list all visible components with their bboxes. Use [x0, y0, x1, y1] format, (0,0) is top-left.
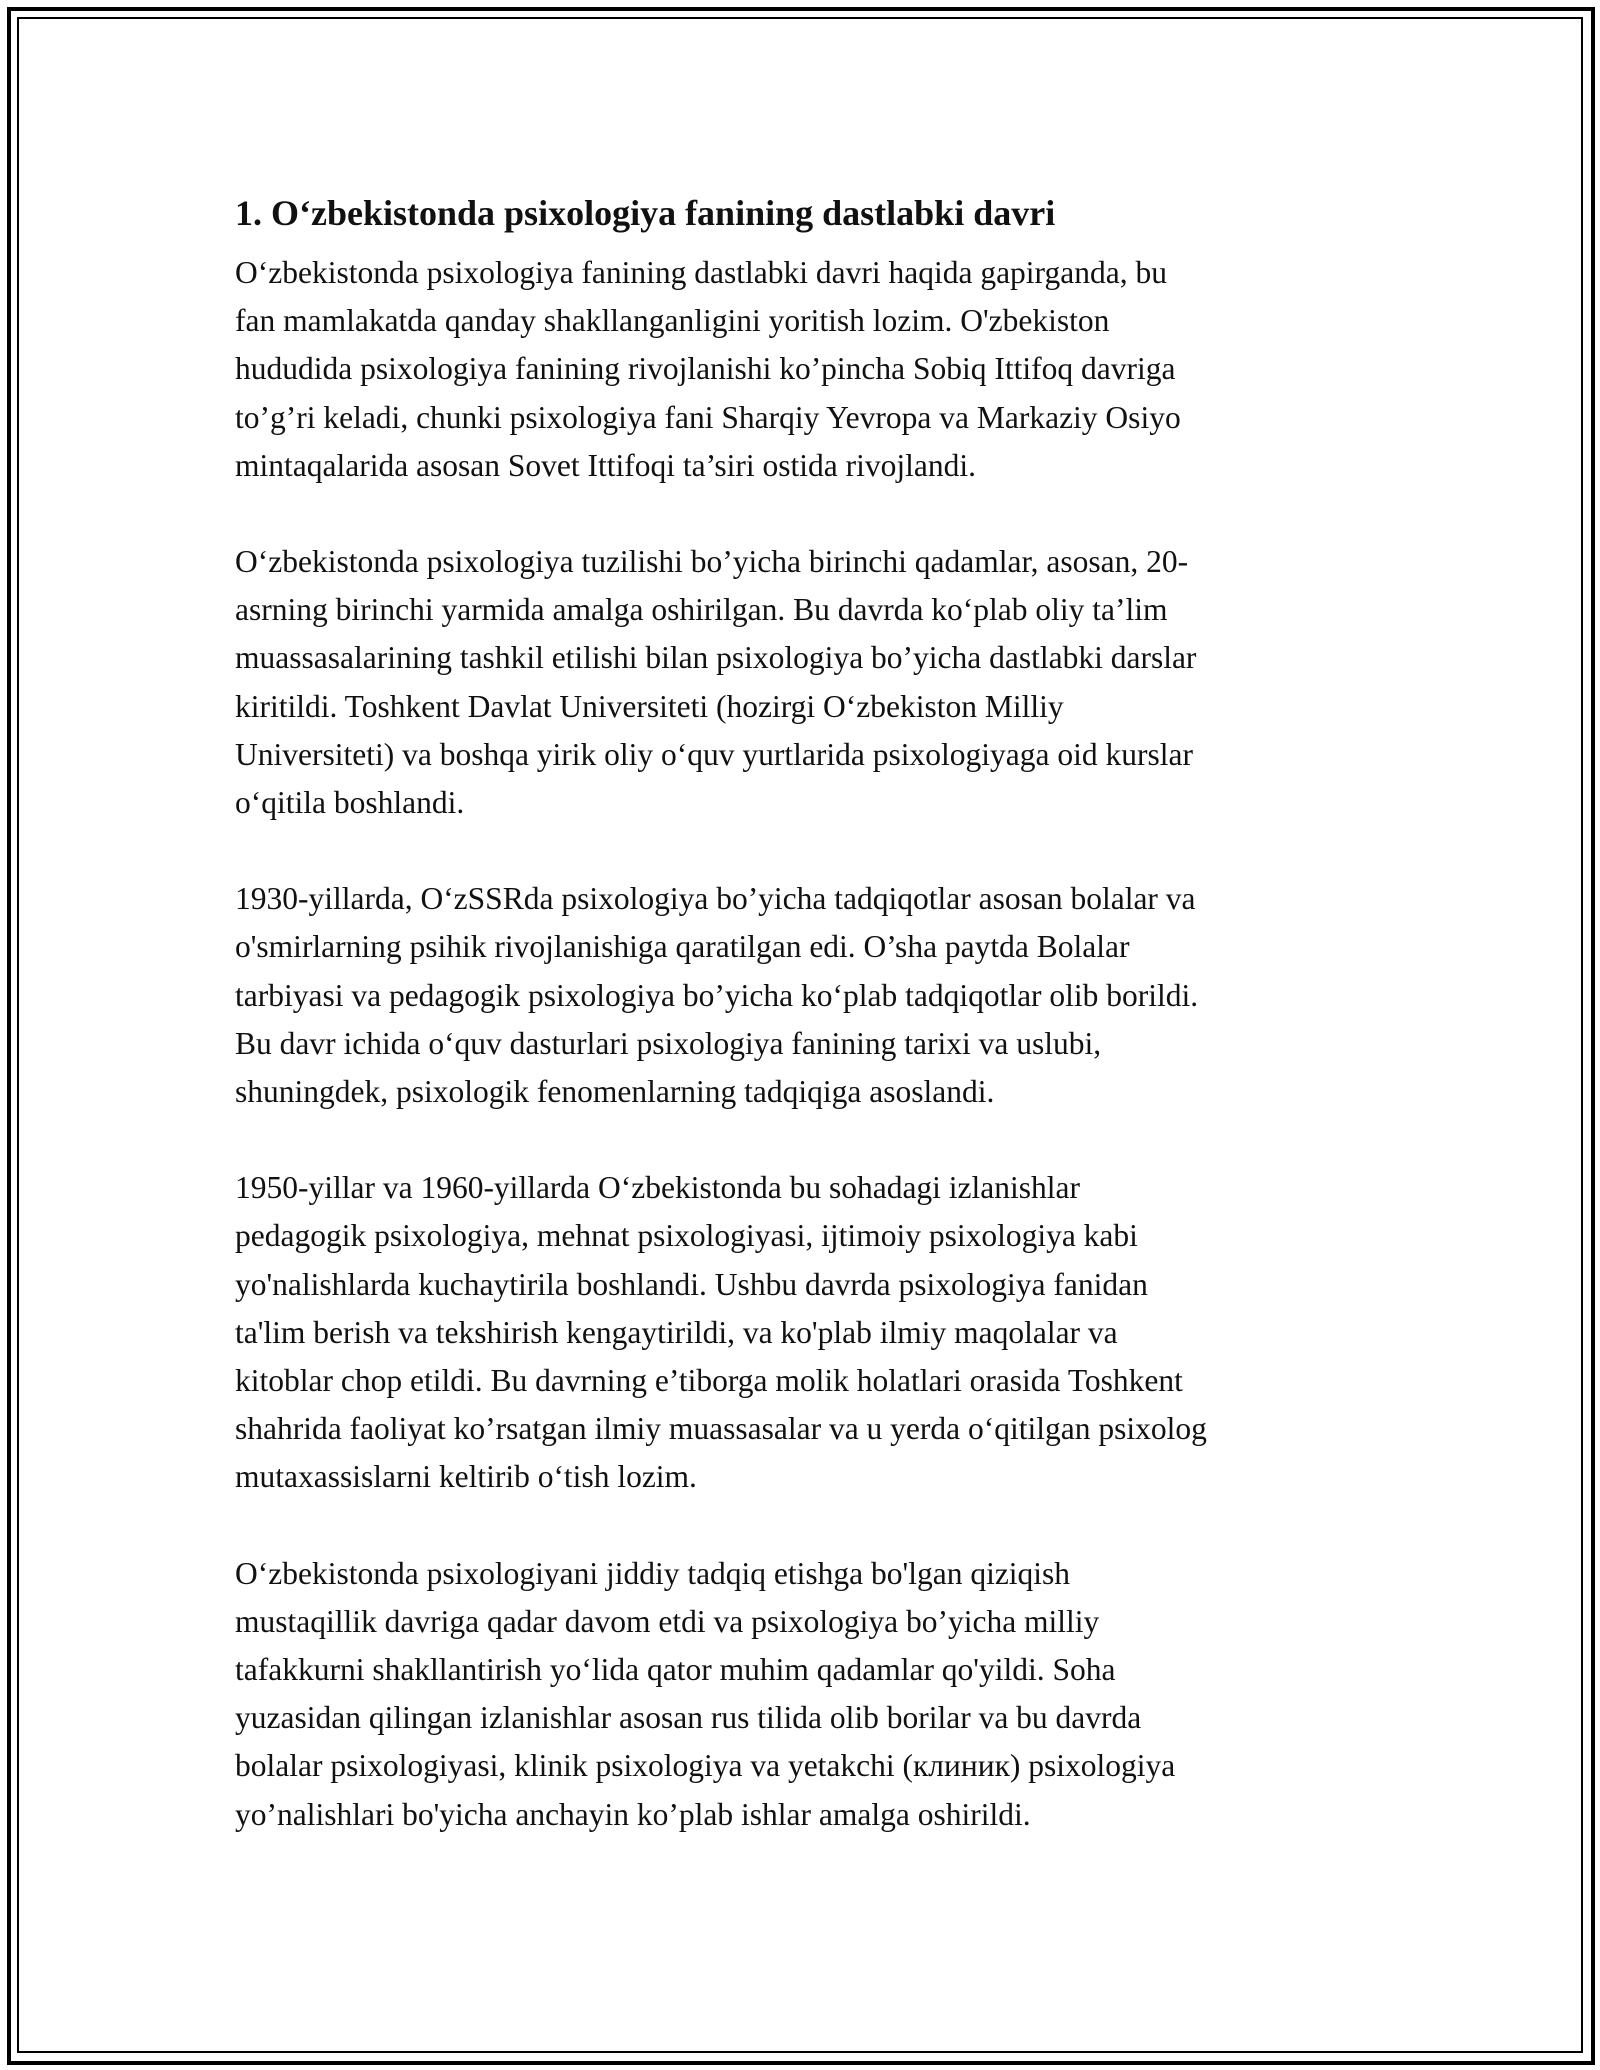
paragraph-4: 1950-yillar va 1960-yillarda O‘zbekistonda bu sohadagi izlanishlar pedagogik psixologiya, mehnat psixologiyasi, ijtimoiy psixologiya kabi yo'nalishlarda kuchaytirila boshlandi. Ushbu davrda psixologiya fanidan ta'lim berish va tekshirish kengaytirildi, va ko'plab ilmiy maqolalar va kitoblar chop etildi. Bu davrning e’tiborga molik holatlari orasida Toshkent shahrida faoliyat ko’rsatgan ilmiy muassasalar va u yerda o‘qitilgan psixolog mutaxassislarni keltirib o‘tish lozim.: [235, 1170, 1207, 1495]
section-heading: 1. O‘zbekistonda psixologiya fanining dastlabki davri: [235, 193, 1056, 233]
paragraph-1: O‘zbekistonda psixologiya fanining dastlabki davri haqida gapirganda, bu fan mamlakatda qanday shakllanganligini yoritish lozim. O'zbekiston hududida psixologiya fanining rivojlanishi ko’pincha Sobiq Ittifoq davriga to’g’ri keladi, chunki psixologiya fani Sharqiy Yevropa va Markaziy Osiyo mintaqalarida asosan Sovet Ittifoqi ta’siri ostida rivojlandi.: [235, 255, 1181, 483]
paragraph-5: O‘zbekistonda psixologiyani jiddiy tadqiq etishga bo'lgan qiziqish mustaqillik davriga qadar davom etdi va psixologiya bo’yicha milliy tafakkurni shakllantirish yo‘lida qator muhim qadamlar qo'yildi. Soha yuzasidan qilingan izlanishlar asosan rus tilida olib borilar va bu davrda bolalar psixologiyasi, klinik psixologiya va yetakchi (клиник) psixologiya yo’nalishlari bo'yicha anchayin ko’plab ishlar amalga oshirildi.: [235, 1555, 1176, 1832]
paragraph-2: O‘zbekistonda psixologiya tuzilishi bo’yicha birinchi qadamlar, asosan, 20- asrning birinchi yarmida amalga oshirilgan. Bu davrda ko‘plab oliy ta’lim muassasalarining tashkil etilishi bilan psixologiya bo’yicha dastlabki darslar kiritildi. Toshkent Davlat Universiteti (hozirgi O‘zbekiston Milliy Universiteti) va boshqa yirik oliy o‘quv yurtlarida psixologiyaga oid kurslar o‘qitila boshlandi.: [235, 544, 1197, 821]
document-body: [235, 185, 1385, 1887]
paragraph-3: 1930-yillarda, O‘zSSRda psixologiya bo’yicha tadqiqotlar asosan bolalar va o'smirlarning psihik rivojlanishiga qaratilgan edi. O’sha paytda Bolalar tarbiyasi va pedagogik psixologiya bo’yicha ko‘plab tadqiqotlar olib borildi. Bu davr ichida o‘quv dasturlari psixologiya fanining tarixi va uslubi, shuningdek, psixologik fenomenlarning tadqiqiga asoslandi.: [235, 881, 1199, 1110]
